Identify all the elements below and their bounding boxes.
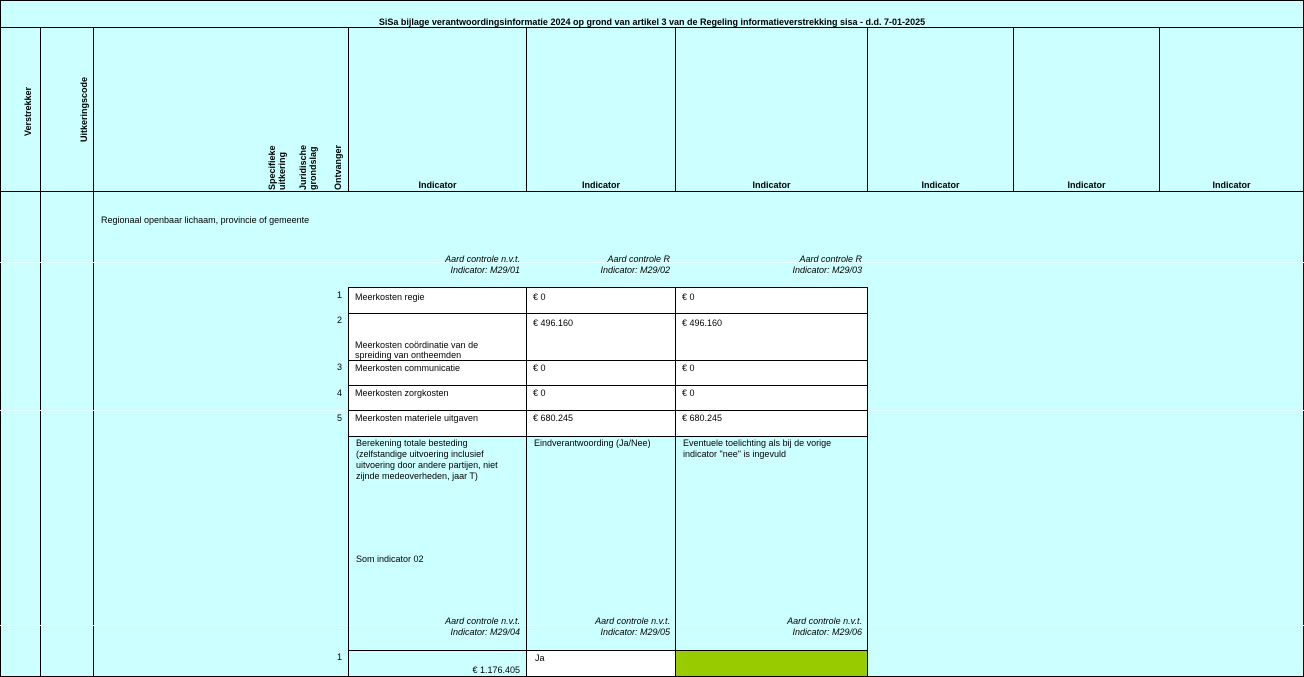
indicator-header: Indicator <box>921 180 960 190</box>
eindverantwoording-description: Eindverantwoording (Ja/Nee) <box>534 438 651 448</box>
row-label: Meerkosten communicatie <box>355 363 461 373</box>
indicator-code: Indicator: M29/02 <box>600 265 670 275</box>
indicator-code: Indicator: M29/03 <box>792 265 862 275</box>
aard-controle: Aard controle n.v.t. <box>445 616 520 626</box>
row-label: Meerkosten materiele uitgaven <box>355 413 479 423</box>
cell-value: € 0 <box>682 292 695 302</box>
indicator-code: Indicator: M29/04 <box>450 627 520 637</box>
indicator-header: Indicator <box>1212 180 1251 190</box>
value-input-cell[interactable] <box>526 385 676 411</box>
ontvanger-label: Regionaal openbaar lichaam, provincie of gemeente <box>101 215 310 225</box>
col-header-specifieke-uitkering: Specifieke uitkering <box>267 145 287 190</box>
aard-controle: Aard controle n.v.t. <box>787 616 862 626</box>
col-divider <box>348 436 349 677</box>
row-label: Meerkosten zorgkosten <box>355 388 449 398</box>
row-label: Meerkosten regie <box>355 292 425 302</box>
value-input-cell[interactable] <box>675 385 868 411</box>
indicator-meta <box>349 616 520 638</box>
col-divider <box>867 28 868 192</box>
border-left <box>0 0 1 677</box>
title-bar <box>0 0 1304 28</box>
indicator-header: Indicator <box>418 180 457 190</box>
row-number: 1 <box>336 290 342 300</box>
cell-value: € 0 <box>682 388 695 398</box>
row-label: Meerkosten coördinatie van de spreiding van ontheemden <box>355 340 479 360</box>
aard-controle: Aard controle R <box>607 254 670 264</box>
label-cell <box>348 410 527 437</box>
value-input-cell[interactable] <box>526 410 676 437</box>
indicator-code: Indicator: M29/05 <box>600 627 670 637</box>
col-divider <box>1159 28 1160 192</box>
col-divider <box>675 28 676 192</box>
som-indicator-label: Som indicator 02 <box>356 554 424 564</box>
total-cell <box>348 650 527 677</box>
total-value: € 1.176.405 <box>472 665 520 675</box>
row-number: 5 <box>336 413 342 423</box>
label-cell <box>348 360 527 386</box>
indicator-meta <box>527 254 670 276</box>
row-number: 4 <box>336 388 342 398</box>
indicator-header: Indicator <box>581 180 620 190</box>
col-divider <box>867 436 868 677</box>
col-divider <box>1013 28 1014 192</box>
aard-controle: Aard controle n.v.t. <box>595 616 670 626</box>
aard-controle: Aard controle n.v.t. <box>445 254 520 264</box>
value-input-cell[interactable] <box>526 287 676 314</box>
aard-controle: Aard controle R <box>799 254 862 264</box>
header-bottom-line <box>0 191 1304 192</box>
col-divider <box>675 436 676 677</box>
cell-value: € 0 <box>533 363 546 373</box>
calculation-description: Berekening totale besteding (zelfstandige uitvoering inclusief uitvoering door andere partijen, niet zijnde medeoverheden, jaar T) <box>356 438 498 481</box>
cell-value: € 0 <box>533 292 546 302</box>
col-divider <box>93 28 94 677</box>
col-header-verstrekker: Verstrekker <box>23 86 33 136</box>
col-divider <box>526 436 527 677</box>
label-cell <box>348 287 527 314</box>
cell-value: € 0 <box>533 388 546 398</box>
cell-value: Ja <box>535 653 545 663</box>
row-number: 3 <box>336 362 342 372</box>
row-number: 2 <box>336 315 342 325</box>
col-divider <box>348 28 349 192</box>
indicator-meta <box>676 254 862 276</box>
col-header-ontvanger: Ontvanger <box>333 144 343 190</box>
col-divider <box>40 28 41 677</box>
col-header-uitkeringscode: Uitkeringscode <box>79 76 89 142</box>
eindverantwoording-input-cell[interactable] <box>526 650 676 677</box>
label-cell <box>348 313 527 361</box>
value-input-cell[interactable] <box>675 287 868 314</box>
toelichting-description: Eventuele toelichting als bij de vorige indicator "nee" is ingevuld <box>683 438 832 459</box>
indicator-code: Indicator: M29/01 <box>450 265 520 275</box>
indicator-code: Indicator: M29/06 <box>792 627 862 637</box>
value-input-cell[interactable] <box>675 410 868 437</box>
label-cell <box>348 385 527 411</box>
toelichting-input-cell[interactable] <box>675 650 868 677</box>
value-input-cell[interactable] <box>526 360 676 386</box>
indicator-header: Indicator <box>1067 180 1106 190</box>
indicator-meta <box>527 616 670 638</box>
cell-value: € 496.160 <box>682 318 723 328</box>
value-input-cell[interactable] <box>675 313 868 361</box>
value-input-cell[interactable] <box>675 360 868 386</box>
col-header-juridische-grondslag: Juridische grondslag <box>298 144 318 190</box>
row-number: 1 <box>336 652 342 662</box>
cell-value: € 680.245 <box>533 413 574 423</box>
sheet-title: SiSa bijlage verantwoordingsinformatie 2024 op grond van artikel 3 van de Regeling informatieverstrekking sisa - d.d. 7-01-2025 <box>378 17 926 27</box>
indicator-header: Indicator <box>752 180 791 190</box>
cell-value: € 496.160 <box>533 318 574 328</box>
cell-value: € 0 <box>682 363 695 373</box>
indicator-meta <box>676 616 862 638</box>
indicator-meta <box>349 254 520 276</box>
cell-value: € 680.245 <box>682 413 723 423</box>
value-input-cell[interactable] <box>526 313 676 361</box>
col-divider <box>526 28 527 192</box>
